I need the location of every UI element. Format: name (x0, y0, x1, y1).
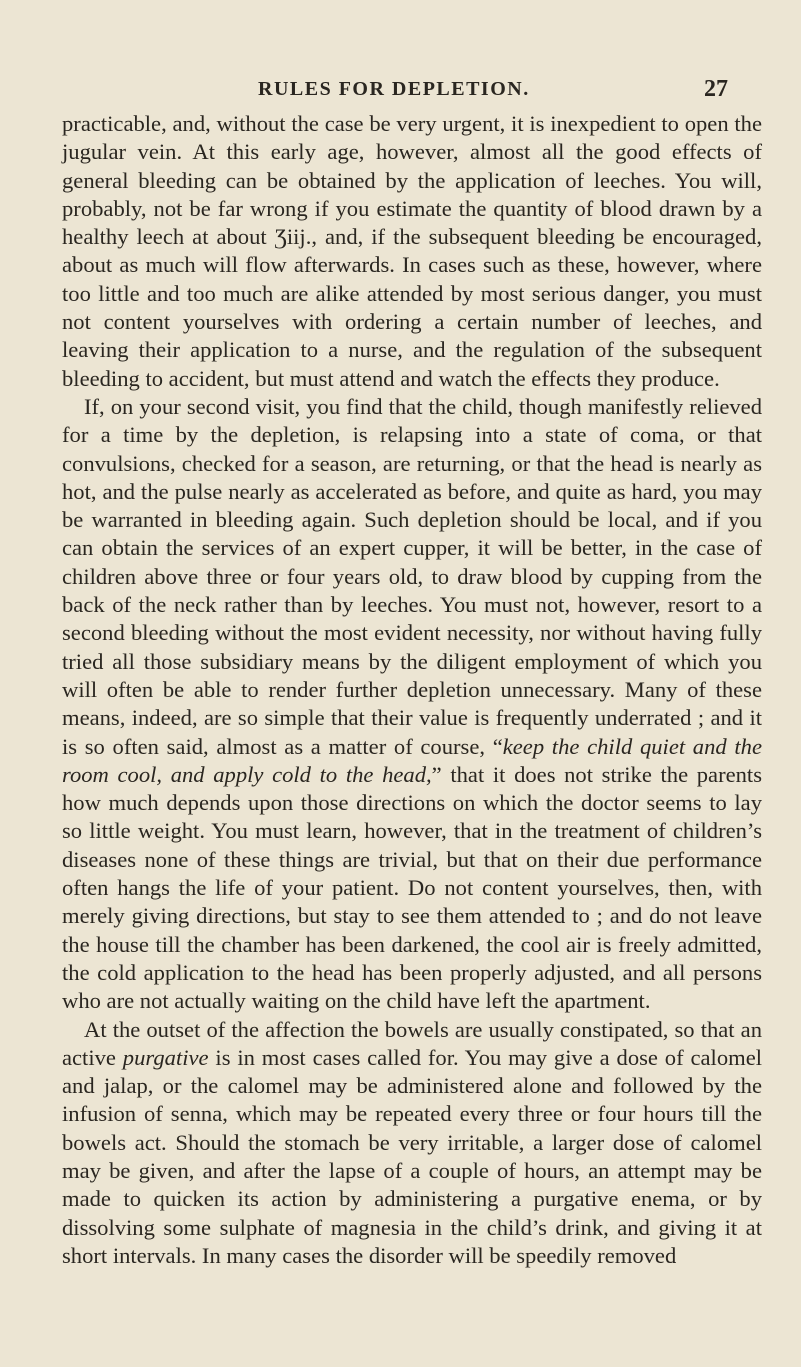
running-head (0, 76, 801, 104)
paragraph-1-text: practicable, and, without the case be very urgent, it is inexpedient to open the jugular vein. At this early age, however, almost all the good effects of general bleeding can be obtained by the application of leeches. You will, probably, not be far wrong if you estimate the quantity of blood drawn by a healthy leech at about Ʒiij., and, if the subsequent bleeding be encouraged, about as much will flow afterwards. In cases such as these, however, where too little and too much are alike attended by most serious danger, you must not content yourselves with ordering a certain number of leeches, and leaving their application to a nurse, and the regulation of the subsequent bleeding to accident, but must attend and watch the effects they produce. (62, 111, 762, 391)
paragraph-1 (62, 110, 762, 393)
body-text (62, 110, 762, 1270)
paragraph-2-text-after: ” that it does not strike the parents how much depends upon those directions on which the doctor seems to lay so little weight. You must learn, however, that in the treatment of children’s diseases none of these things are trivial, but that on their due performance often hangs the life of your patient. Do not content yourselves, then, with merely giving directions, but stay to see them attended to ; and do not leave the house till the chamber has been darkened, the cool air is freely admitted, the cold application to the head has been properly adjusted, and all persons who are not actually waiting on the child have left the apartment. (62, 761, 762, 1014)
paragraph-3-italic: purgative (122, 1044, 209, 1070)
paragraph-2 (62, 393, 762, 1016)
paragraph-3-text: At the outset of the affection the bowels are usually constipated, so that an active (62, 1016, 762, 1070)
page-number: 27 (704, 76, 728, 102)
paragraph-2-text: If, on your second visit, you find that the child, though manifestly relieved for a time by the depletion, is relapsing into a state of coma, or that convulsions, checked for a season, are returning, or that the head is nearly as hot, and the pulse nearly as accelerated as before, and quite as hard, you may be warranted in bleeding again. Such depletion should be local, and if you can obtain the services of an expert cupper, it will be better, in the case of children above three or four years old, to draw blood by cupping from the back of the neck rather than by leeches. You must not, however, resort to a second bleeding without the most evident necessity, nor without having fully tried all those subsidiary means by the diligent employment of which you will often be able to render further depletion unnecessary. Many of these means, indeed, are so simple that their value is frequently underrated ; and it is so often said, almost as a matter of course, “ (62, 393, 762, 759)
running-title: RULES FOR DEPLETION. (258, 78, 530, 100)
paragraph-3-text-after: is in most cases called for. You may give a dose of calomel and jalap, or the calomel may be administered alone and followed by the infusion of senna, which may be repeated every three or four hours till the bowels act. Should the stomach be very irritable, a larger dose of calomel may be given, and after the lapse of a couple of hours, an attempt may be made to quicken its action by administering a purgative enema, or by dissolving some sulphate of magnesia in the child’s drink, and giving it at short intervals. In many cases the disorder will be speedily removed (62, 1044, 762, 1268)
paragraph-2-italic: keep the child quiet and the room cool, and apply cold to the head, (62, 733, 762, 787)
paragraph-3 (62, 1016, 762, 1271)
